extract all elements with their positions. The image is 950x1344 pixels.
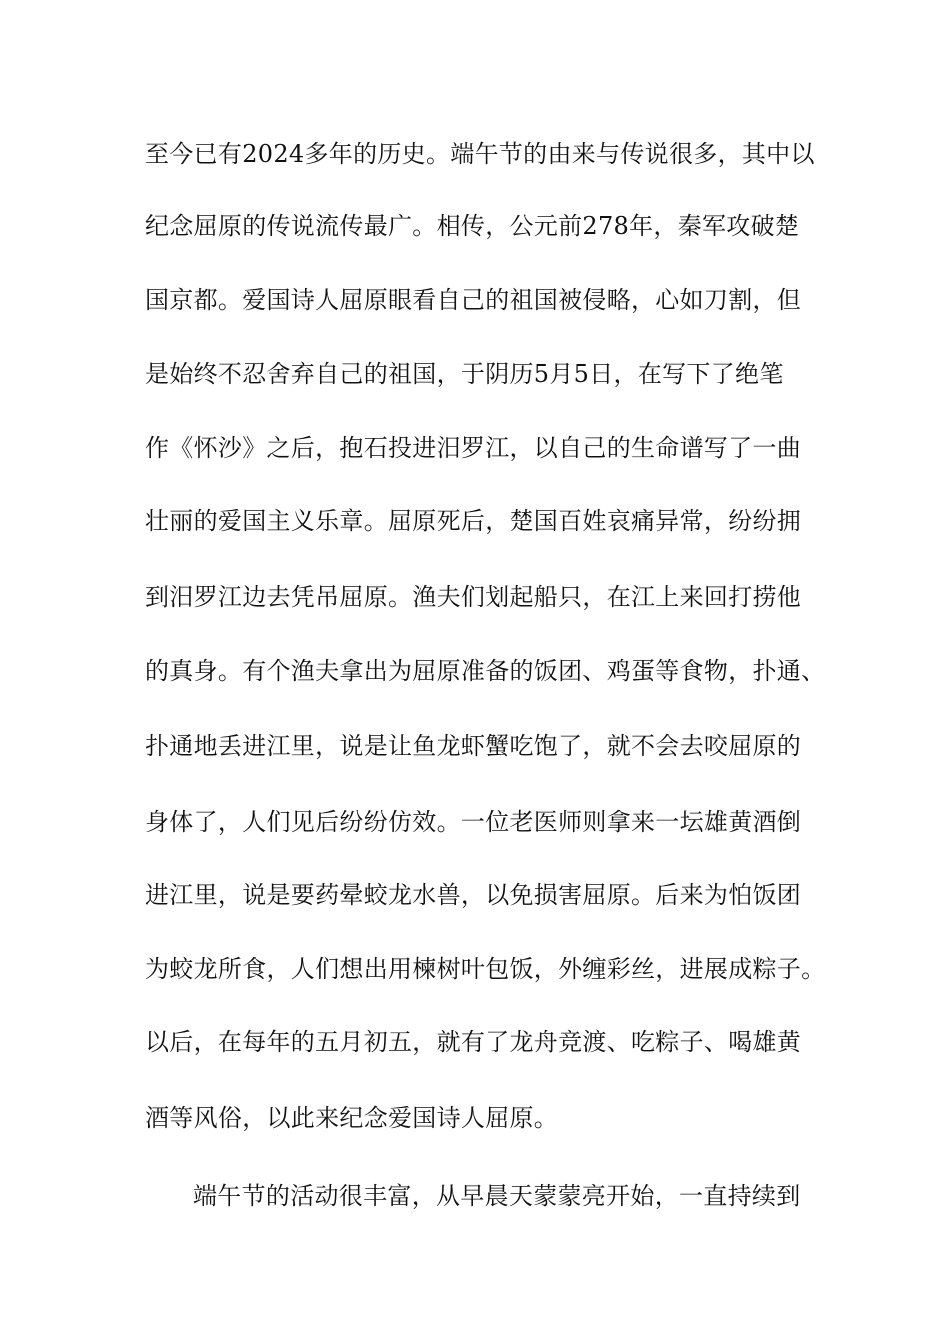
text-line: 的真身。有个渔夫拿出为屈原准备的饭团、鸡蛋等食物，扑通、 [145, 657, 826, 685]
paragraph-start-line: 端午节的活动很丰富，从早晨天蒙蒙亮开始，一直持续到 [193, 1182, 801, 1210]
text-line: 至今已有2024多年的历史。端午节的由来与传说很多，其中以 [145, 140, 815, 168]
text-line: 进江里，说是要药晕蛟龙水兽，以免损害屈原。后来为怕饭团 [145, 881, 802, 909]
text-line: 到汨罗江边去凭吊屈原。渔夫们划起船只，在江上来回打捞他 [145, 583, 802, 611]
text-line: 身体了，人们见后纷纷仿效。一位老医师则拿来一坛雄黄酒倒 [145, 808, 802, 836]
text-line: 纪念屈原的传说流传最广。相传，公元前278年，秦军攻破楚 [145, 212, 800, 240]
text-line: 酒等风俗，以此来纪念爱国诗人屈原。 [145, 1104, 559, 1132]
text-line: 壮丽的爱国主义乐章。屈原死后，楚国百姓哀痛异常，纷纷拥 [145, 507, 802, 535]
text-line: 为蛟龙所食，人们想出用楝树叶包饭，外缠彩丝，进展成粽子。 [145, 955, 826, 983]
text-line: 国京都。爱国诗人屈原眼看自己的祖国被侵略，心如刀割，但 [145, 286, 802, 314]
text-line: 扑通地丢进江里，说是让鱼龙虾蟹吃饱了，就不会去咬屈原的 [145, 732, 802, 760]
text-line: 是始终不忍舍弃自己的祖国，于阴历5月5日，在写下了绝笔 [145, 360, 784, 388]
text-line: 作《怀沙》之后，抱石投进汨罗江，以自己的生命谱写了一曲 [145, 434, 802, 462]
text-line: 以后，在每年的五月初五，就有了龙舟竞渡、吃粽子、喝雄黄 [145, 1028, 802, 1056]
